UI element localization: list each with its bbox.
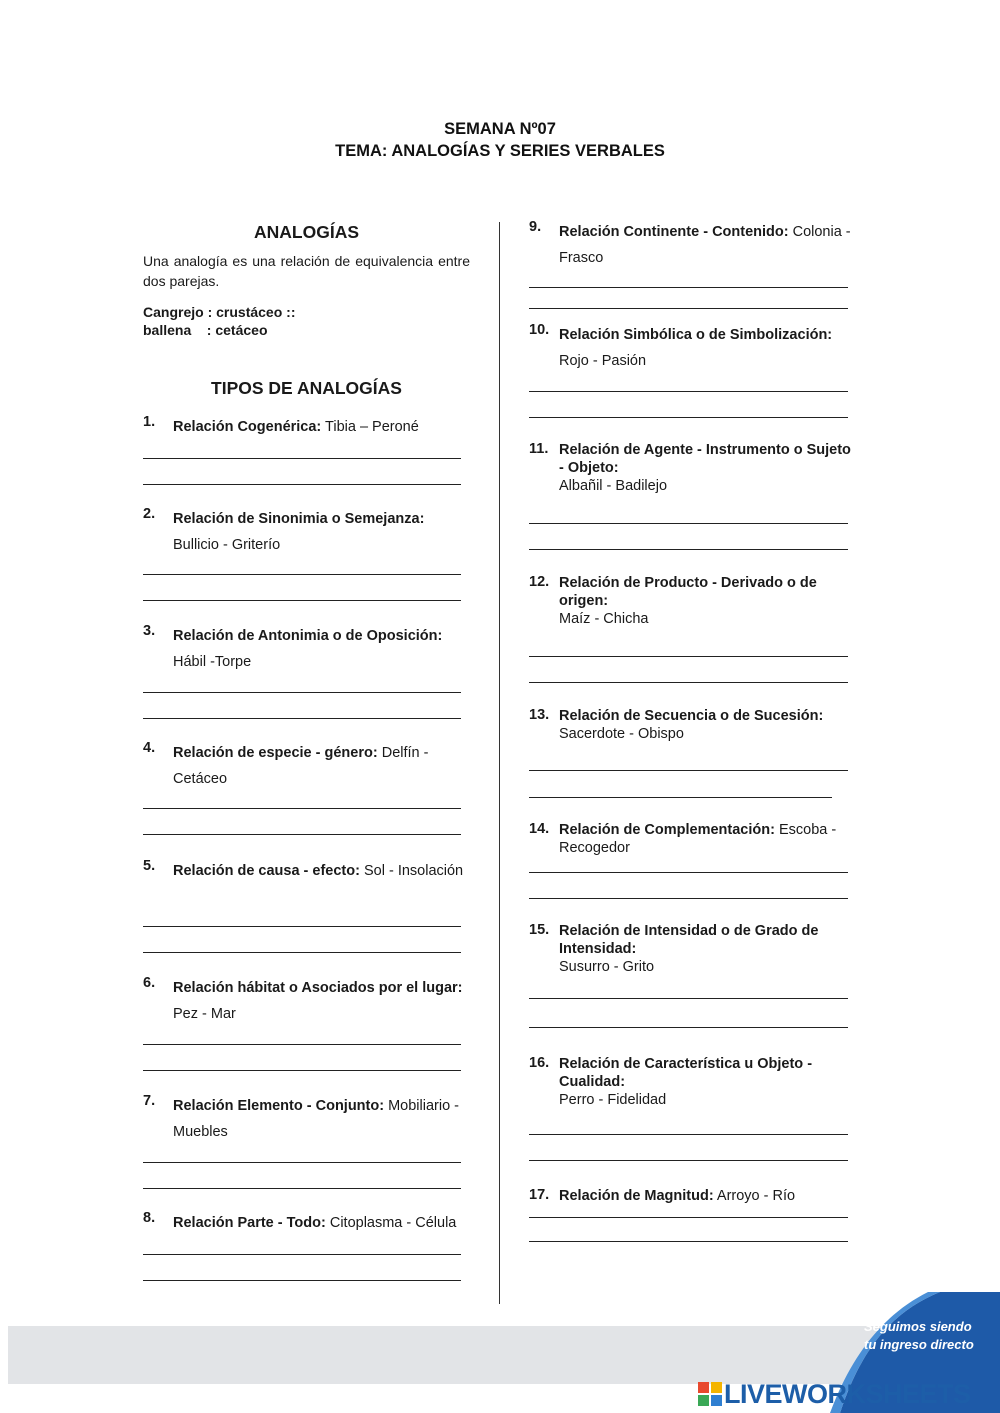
analogy-item-5 — [143, 858, 470, 884]
item-number: 11. — [529, 441, 549, 457]
item-label: Relación de Secuencia o de Sucesión: — [559, 708, 824, 724]
answer-line[interactable] — [529, 797, 832, 798]
item-example: Hábil -Torpe — [173, 654, 252, 670]
item-number: 15. — [529, 922, 550, 938]
analogy-item-12 — [529, 574, 855, 628]
brand-name: LIVEWORKSHEETS — [724, 1378, 971, 1409]
liveworksheets-brand[interactable] — [698, 1378, 971, 1410]
item-label: Relación Elemento - Conjunto: — [173, 1098, 385, 1114]
analogy-item-11 — [529, 441, 855, 495]
analogy-item-16 — [529, 1055, 855, 1109]
brand-logo-icon — [698, 1382, 722, 1406]
item-example: Sol - Insolación — [359, 863, 464, 879]
analogy-item-10 — [529, 322, 855, 374]
column-divider — [499, 222, 500, 1304]
item-label: Relación de Sinonimia o Semejanza: — [173, 511, 425, 527]
item-example: Rojo - Pasión — [559, 353, 647, 369]
answer-line[interactable] — [143, 1162, 461, 1163]
item-example: Delfín - Cetáceo — [173, 745, 429, 787]
analogy-item-7 — [143, 1093, 470, 1145]
analogy-item-9 — [529, 219, 855, 271]
answer-line[interactable] — [143, 926, 461, 927]
answer-line[interactable] — [143, 1044, 461, 1045]
answer-line[interactable] — [529, 1241, 848, 1242]
answer-line[interactable] — [143, 1280, 461, 1281]
example-analogy — [143, 303, 470, 339]
answer-line[interactable] — [143, 718, 461, 719]
item-example: Escoba - Recogedor — [559, 822, 837, 856]
item-number: 3. — [143, 623, 156, 639]
answer-line[interactable] — [529, 308, 848, 309]
answer-line[interactable] — [529, 998, 848, 999]
answer-line[interactable] — [529, 549, 848, 550]
item-number: 17. — [529, 1187, 550, 1203]
answer-line[interactable] — [529, 898, 848, 899]
footer-slogan — [864, 1318, 974, 1354]
analogy-item-17 — [529, 1187, 855, 1205]
answer-line[interactable] — [529, 770, 848, 771]
answer-line[interactable] — [529, 1027, 848, 1028]
item-label: Relación de Agente - Instrumento o Sujeto - Objeto: — [559, 442, 851, 476]
item-example: Susurro - Grito — [559, 959, 655, 975]
item-label: Relación de causa - efecto: — [173, 863, 360, 879]
item-label: Relación Simbólica o de Simbolización: — [559, 327, 833, 343]
slogan-line-2: tu ingreso directo — [864, 1337, 974, 1352]
item-example: Maíz - Chicha — [559, 611, 649, 627]
slogan-line-1: Seguimos siendo — [864, 1319, 972, 1334]
item-example: Colonia - Frasco — [559, 224, 851, 266]
item-label: Relación de Complementación: — [559, 822, 775, 838]
definition-text: Una analogía es una relación de equivalencia entre dos parejas. — [143, 253, 470, 289]
item-number: 10. — [529, 322, 550, 338]
item-label: Relación de Producto - Derivado o de origen: — [559, 575, 817, 609]
item-number: 12. — [529, 574, 550, 590]
item-label: Relación de Característica u Objeto - Cualidad: — [559, 1056, 813, 1090]
item-label: Relación hábitat o Asociados por el lugar: — [173, 980, 463, 996]
item-label: Relación de Intensidad o de Grado de Intensidad: — [559, 923, 819, 957]
answer-line[interactable] — [143, 952, 461, 953]
item-example: Sacerdote - Obispo — [559, 726, 684, 742]
item-number: 14. — [529, 821, 550, 837]
item-example: Perro - Fidelidad — [559, 1092, 667, 1108]
item-number: 16. — [529, 1055, 550, 1071]
answer-line[interactable] — [529, 1217, 848, 1218]
item-example: Pez - Mar — [173, 1006, 236, 1022]
item-label: Relación Continente - Contenido: — [559, 224, 789, 240]
analogy-item-6 — [143, 975, 470, 1027]
answer-line[interactable] — [143, 484, 461, 485]
answer-line[interactable] — [529, 1134, 848, 1135]
item-label: Relación de especie - género: — [173, 745, 378, 761]
answer-line[interactable] — [143, 458, 461, 459]
answer-line[interactable] — [529, 417, 848, 418]
item-example: Albañil - Badilejo — [559, 478, 668, 494]
item-example: Bullicio - Griterío — [173, 537, 281, 553]
week-title: SEMANA Nº07 — [444, 120, 556, 138]
item-example: Citoplasma - Célula — [325, 1215, 457, 1231]
item-label: Relación de Antonimia o de Oposición: — [173, 628, 443, 644]
answer-line[interactable] — [529, 656, 848, 657]
item-number: 8. — [143, 1210, 156, 1226]
page-header — [0, 118, 1000, 162]
item-number: 5. — [143, 858, 156, 874]
answer-line[interactable] — [143, 1254, 461, 1255]
analogy-item-8 — [143, 1210, 470, 1236]
answer-line[interactable] — [529, 1160, 848, 1161]
topic-title: TEMA: ANALOGÍAS Y SERIES VERBALES — [335, 142, 665, 160]
item-number: 2. — [143, 506, 156, 522]
analogies-title: ANALOGÍAS — [254, 222, 359, 242]
answer-line[interactable] — [529, 523, 848, 524]
item-label: Relación de Magnitud: — [559, 1188, 714, 1204]
types-title: TIPOS DE ANALOGÍAS — [211, 378, 402, 398]
example-line-2: ballena : cetáceo — [143, 322, 268, 338]
item-number: 1. — [143, 414, 156, 430]
answer-line[interactable] — [143, 692, 461, 693]
answer-line[interactable] — [529, 872, 848, 873]
item-example: Arroyo - Río — [713, 1188, 796, 1204]
answer-line[interactable] — [143, 574, 461, 575]
analogy-item-4 — [143, 740, 470, 792]
item-example: Mobiliario - Muebles — [173, 1098, 459, 1140]
answer-line[interactable] — [143, 1070, 461, 1071]
left-column — [143, 222, 470, 1231]
answer-line[interactable] — [529, 391, 848, 392]
analogy-item-15 — [529, 922, 855, 976]
answer-line[interactable] — [529, 287, 848, 288]
item-label: Relación Cogenérica: — [173, 419, 322, 435]
answer-line[interactable] — [143, 808, 461, 809]
analogy-item-1 — [143, 414, 470, 440]
item-number: 4. — [143, 740, 156, 756]
analogy-item-13 — [529, 707, 855, 743]
answer-line[interactable] — [529, 682, 848, 683]
example-line-1: Cangrejo : crustáceo :: — [143, 304, 296, 320]
item-number: 7. — [143, 1093, 156, 1109]
item-number: 9. — [529, 219, 542, 235]
item-example: Tibia – Peroné — [321, 419, 419, 435]
item-number: 6. — [143, 975, 156, 991]
item-number: 13. — [529, 707, 550, 723]
answer-line[interactable] — [143, 600, 461, 601]
analogy-item-2 — [143, 506, 470, 558]
analogy-item-14 — [529, 821, 855, 857]
analogy-item-3 — [143, 623, 470, 675]
item-label: Relación Parte - Todo: — [173, 1215, 326, 1231]
answer-line[interactable] — [143, 834, 461, 835]
answer-line[interactable] — [143, 1188, 461, 1189]
